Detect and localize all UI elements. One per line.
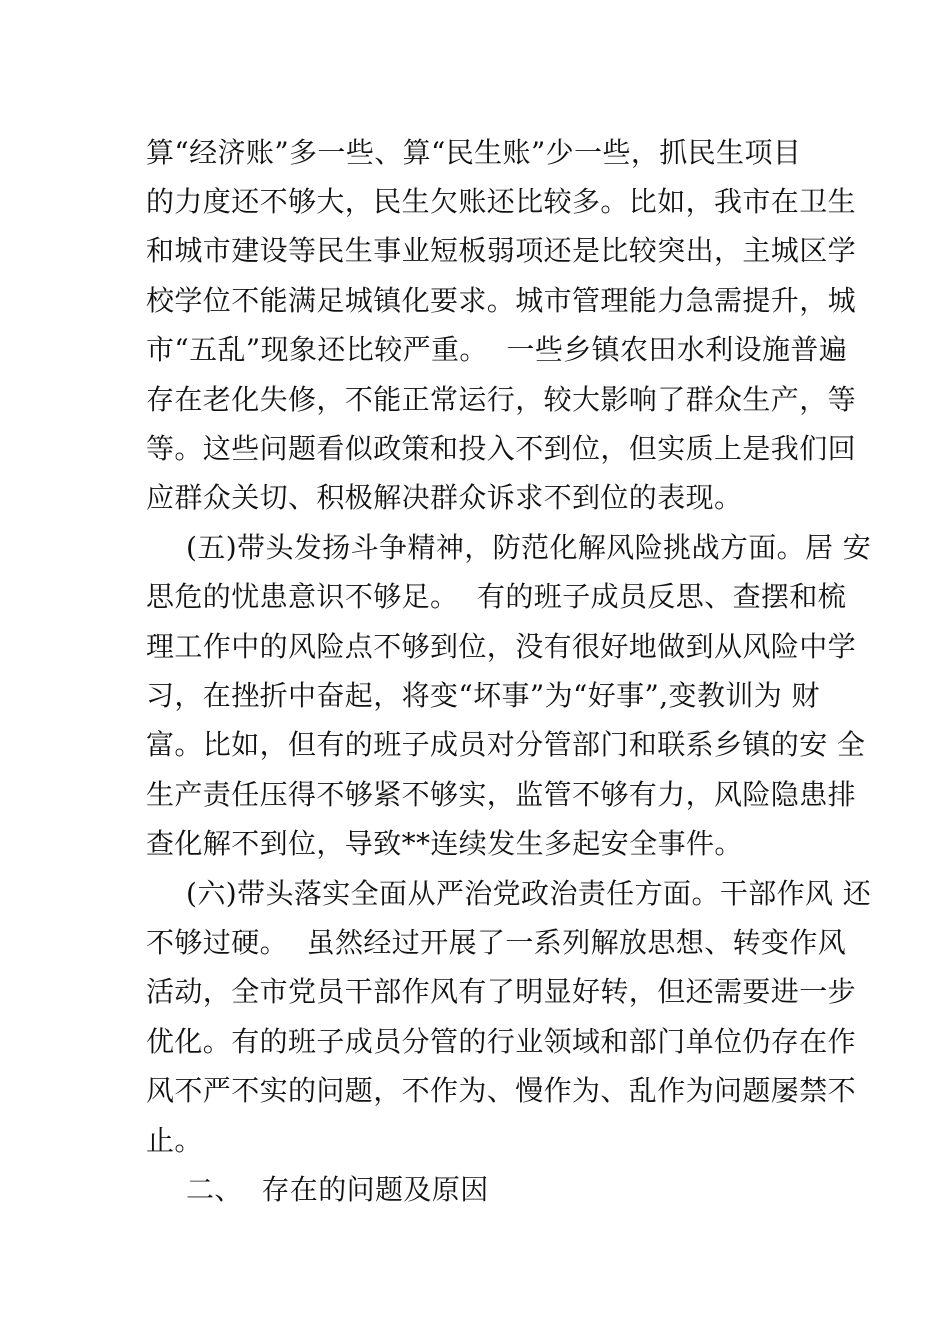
section-heading-six: (六)带头落实全面从严治党政治责任方面。干部作风 还 xyxy=(186,877,872,910)
section-heading-five: (五)带头发扬斗争精神，防范化解风险挑战方面。居 安 xyxy=(186,531,872,564)
text-line: 风不严不实的问题，不作为、慢作为、乱作为问题屡禁不 xyxy=(146,1074,857,1107)
text-line: 富。比如，但有的班子成员对分管部门和联系乡镇的安 全 xyxy=(146,728,866,761)
chapter-heading: 二、 存在的问题及原因 xyxy=(186,1173,489,1206)
text-line: 生产责任压得不够紧不够实，监管不够有力，风险隐患排 xyxy=(146,778,857,811)
text-line: 理工作中的风险点不够到位，没有很好地做到从风险中学 xyxy=(146,630,857,663)
text-line: 校学位不能满足城镇化要求。城市管理能力急需提升，城 xyxy=(146,284,857,317)
text-line: 习，在挫折中奋起，将变“坏事”为“好事”,变教训为 财 xyxy=(146,679,820,712)
text-line: 算“经济账”多一些、算“民生账”少一些，抓民生项目 xyxy=(146,136,802,169)
text-line: 等。这些问题看似政策和投入不到位，但实质上是我们回 xyxy=(146,432,857,465)
text-line: 的力度还不够大，民生欠账还比较多。比如，我市在卫生 xyxy=(146,185,857,218)
text-line: 优化。有的班子成员分管的行业领域和部门单位仍存在作 xyxy=(146,1025,857,1058)
text-line: 思危的忧患意识不够足。 有的班子成员反思、查摆和梳 xyxy=(146,580,847,613)
text-line: 活动，全市党员干部作风有了明显好转，但还需要进一步 xyxy=(146,975,857,1008)
text-line: 存在老化失修，不能正常运行，较大影响了群众生产，等 xyxy=(146,383,857,416)
text-line: 和城市建设等民生事业短板弱项还是比较突出，主城区学 xyxy=(146,234,857,267)
text-line: 不够过硬。 虽然经过开展了一系列解放思想、转变作风 xyxy=(146,926,847,959)
text-line: 查化解不到位，导致**连续发生多起安全事件。 xyxy=(146,827,743,860)
text-line: 应群众关切、积极解决群众诉求不到位的表现。 xyxy=(146,481,743,514)
text-line: 止。 xyxy=(146,1124,203,1157)
text-line: 市“五乱”现象还比较严重。 一些乡镇农田水利设施普遍 xyxy=(146,333,848,366)
